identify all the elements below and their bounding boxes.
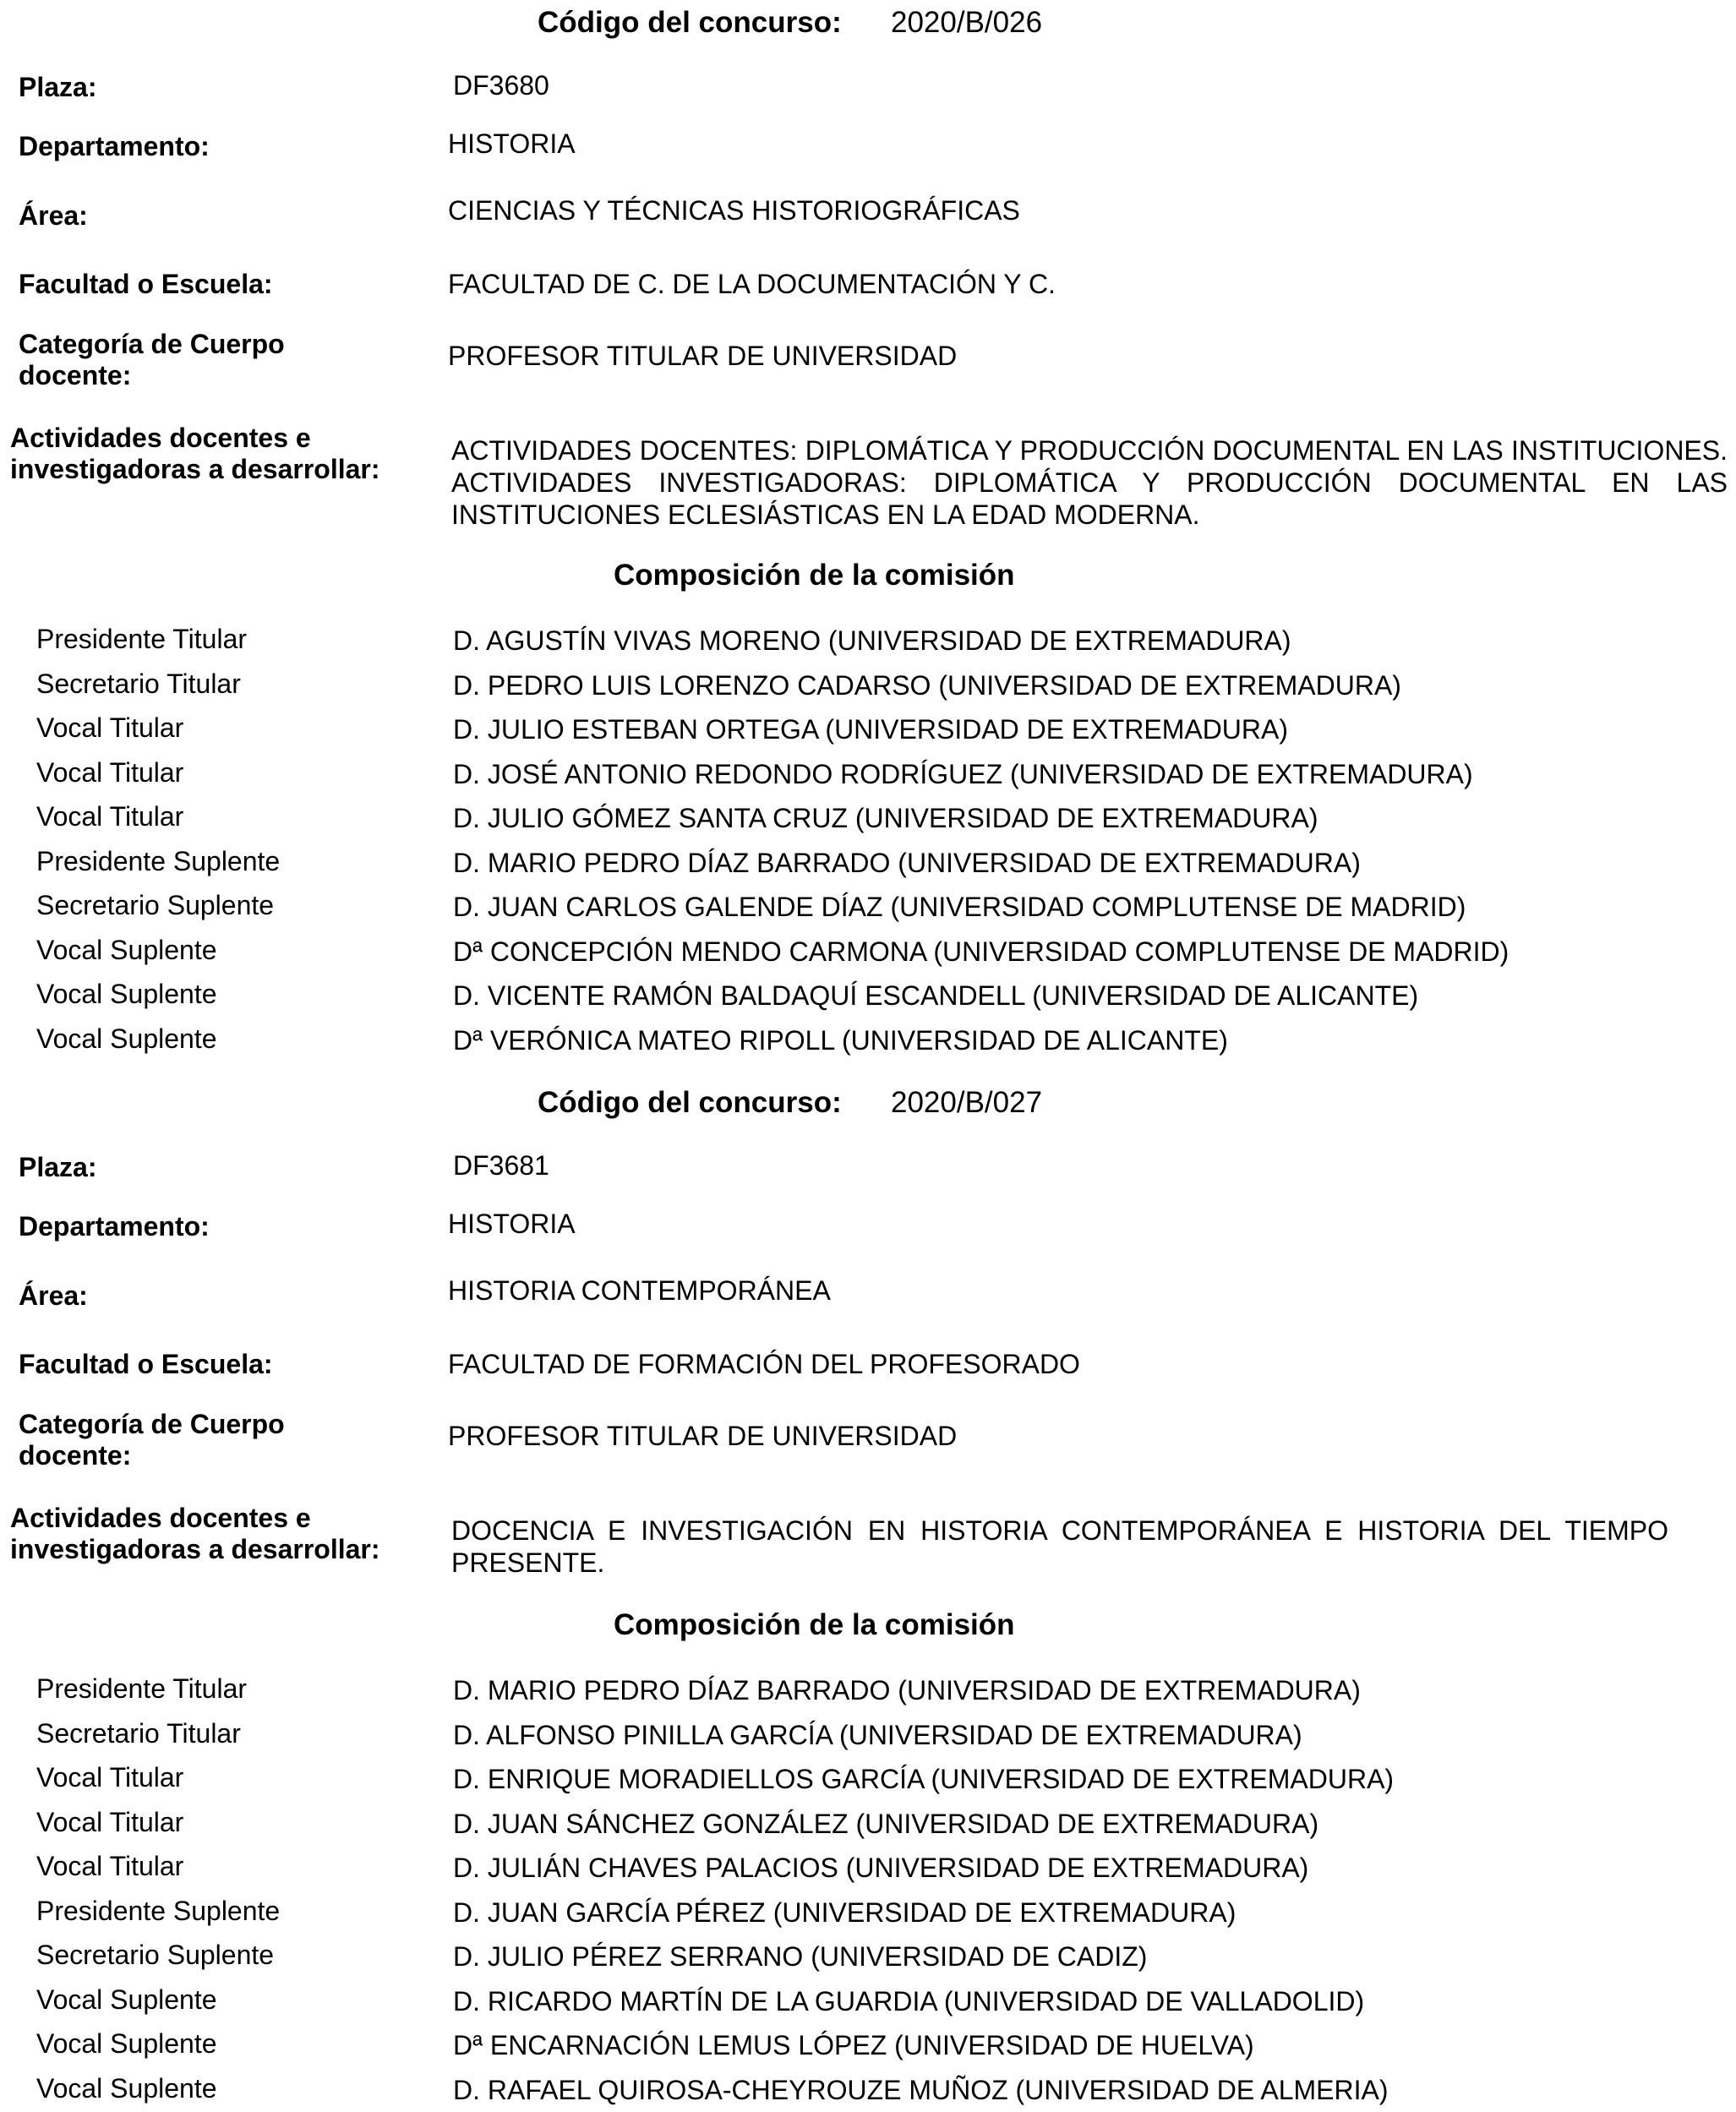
member-row — [0, 2022, 1736, 2066]
plaza-label: Plaza: — [19, 72, 97, 102]
member-name: D. JULIÁN CHAVES PALACIOS (UNIVERSIDAD DE EXTREMADURA) — [453, 1853, 1309, 1883]
facultad-label: Facultad o Escuela: — [19, 269, 273, 299]
categoria-value: PROFESOR TITULAR DE UNIVERSIDAD — [448, 1421, 958, 1451]
member-name: D. PEDRO LUIS LORENZO CADARSO (UNIVERSIDAD DE EXTREMADURA) — [453, 669, 1401, 701]
member-name: D. JULIO ESTEBAN ORTEGA (UNIVERSIDAD DE EXTREMADURA) — [453, 714, 1289, 745]
member-row — [0, 1711, 1736, 1755]
member-role: Vocal Titular — [36, 1851, 184, 1881]
actividades-value: DOCENCIA E INVESTIGACIÓN EN HISTORIA CONTEMPORÁNEA E HISTORIA DEL TIEMPO PRESENTE. — [451, 1515, 1668, 1578]
member-name: D. JOSÉ ANTONIO REDONDO RODRÍGUEZ (UNIVERSIDAD DE EXTREMADURA) — [453, 758, 1473, 789]
member-row — [0, 1933, 1736, 1977]
member-role: Vocal Suplente — [36, 1984, 217, 2015]
member-row — [0, 1017, 1736, 1061]
actividades-label-line2: investigadoras a desarrollar: — [10, 1534, 380, 1564]
member-role: Vocal Titular — [36, 712, 184, 743]
member-name: D. ALFONSO PINILLA GARCÍA (UNIVERSIDAD DE EXTREMADURA) — [453, 1719, 1302, 1750]
member-row — [0, 972, 1736, 1016]
concurso-code-value: 2020/B/027 — [891, 1086, 1043, 1119]
member-name: D. JUAN SÁNCHEZ GONZÁLEZ (UNIVERSIDAD DE EXTREMADURA) — [453, 1808, 1319, 1839]
departamento-value: HISTORIA — [448, 128, 576, 159]
member-name: D. JULIO GÓMEZ SANTA CRUZ (UNIVERSIDAD DE EXTREMADURA) — [453, 803, 1318, 833]
categoria-label-line1: Categoría de Cuerpo — [19, 329, 285, 359]
categoria-value: PROFESOR TITULAR DE UNIVERSIDAD — [448, 341, 958, 371]
area-value: CIENCIAS Y TÉCNICAS HISTORIOGRÁFICAS — [448, 195, 1020, 226]
facultad-value: FACULTAD DE FORMACIÓN DEL PROFESORADO — [448, 1349, 1080, 1379]
member-role: Vocal Titular — [36, 1762, 184, 1793]
member-role: Vocal Suplente — [36, 979, 217, 1009]
member-row — [0, 1844, 1736, 1888]
member-row — [0, 883, 1736, 927]
member-role: Presidente Suplente — [36, 1895, 281, 1926]
member-name: Dª CONCEPCIÓN MENDO CARMONA (UNIVERSIDAD COMPLUTENSE DE MADRID) — [453, 936, 1509, 967]
member-name: D. RAFAEL QUIROSA-CHEYROUZE MUÑOZ (UNIVERSIDAD DE ALMERIA) — [453, 2074, 1389, 2105]
departamento-label: Departamento: — [19, 1211, 210, 1242]
member-role: Vocal Suplente — [36, 1023, 217, 1054]
actividades-label-line1: Actividades docentes e — [10, 423, 311, 453]
plaza-value: DF3680 — [453, 70, 549, 101]
member-role: Presidente Titular — [36, 1673, 248, 1704]
departamento-label: Departamento: — [19, 131, 210, 161]
member-row — [0, 1800, 1736, 1844]
area-label: Área: — [19, 200, 88, 231]
member-row — [0, 928, 1736, 972]
member-row — [0, 706, 1736, 750]
member-name: D. MARIO PEDRO DÍAZ BARRADO (UNIVERSIDAD DE EXTREMADURA) — [453, 847, 1361, 878]
member-name: D. AGUSTÍN VIVAS MORENO (UNIVERSIDAD DE EXTREMADURA) — [453, 625, 1291, 656]
member-row — [0, 1755, 1736, 1799]
plaza-value: DF3681 — [453, 1150, 549, 1181]
comision-title: Composición de la comisión — [614, 1608, 1015, 1641]
plaza-label: Plaza: — [19, 1152, 97, 1182]
area-value: HISTORIA CONTEMPORÁNEA — [448, 1275, 831, 1306]
categoria-label-line2: docente: — [19, 1440, 132, 1471]
member-role: Vocal Suplente — [36, 934, 217, 965]
member-role: Vocal Suplente — [36, 2028, 217, 2059]
facultad-value: FACULTAD DE C. DE LA DOCUMENTACIÓN Y C. — [448, 269, 1056, 299]
categoria-label-line2: docente: — [19, 360, 132, 390]
departamento-value: HISTORIA — [448, 1209, 576, 1239]
member-role: Vocal Titular — [36, 801, 184, 832]
member-role: Presidente Suplente — [36, 845, 281, 876]
categoria-label-line1: Categoría de Cuerpo — [19, 1409, 285, 1439]
member-row — [0, 794, 1736, 838]
member-name: D. ENRIQUE MORADIELLOS GARCÍA (UNIVERSIDAD DE EXTREMADURA) — [453, 1764, 1395, 1794]
member-name: D. VICENTE RAMÓN BALDAQUÍ ESCANDELL (UNIVERSIDAD DE ALICANTE) — [453, 980, 1419, 1011]
comision-title: Composición de la comisión — [614, 559, 1015, 592]
member-name: D. MARIO PEDRO DÍAZ BARRADO (UNIVERSIDAD DE EXTREMADURA) — [453, 1675, 1361, 1705]
member-row — [0, 839, 1736, 883]
member-row — [0, 1889, 1736, 1933]
concurso-code-value: 2020/B/026 — [891, 6, 1043, 39]
member-row — [0, 617, 1736, 661]
actividades-value: ACTIVIDADES DOCENTES: DIPLOMÁTICA Y PRODUCCIÓN DOCUMENTAL EN LAS INSTITUCIONES. ACTIVIDADES INVESTIGADORAS: DIPLOMÁTICA Y PRODUCCIÓN DOCUMENTAL EN LAS INSTITUCIONES ECLESIÁSTICAS EN LA EDAD MODERNA. — [451, 435, 1728, 530]
member-role: Secretario Titular — [36, 1717, 241, 1749]
member-name: D. RICARDO MARTÍN DE LA GUARDIA (UNIVERSIDAD DE VALLADOLID) — [453, 1985, 1365, 2016]
member-role: Vocal Suplente — [36, 2072, 217, 2104]
member-role: Vocal Titular — [36, 1806, 184, 1837]
member-row — [0, 750, 1736, 794]
member-row — [0, 1978, 1736, 2022]
concurso-code-label: Código del concurso: — [538, 1086, 842, 1119]
facultad-label: Facultad o Escuela: — [19, 1349, 273, 1379]
member-name: Dª VERÓNICA MATEO RIPOLL (UNIVERSIDAD DE ALICANTE) — [453, 1024, 1228, 1056]
area-label: Área: — [19, 1280, 88, 1311]
member-role: Secretario Suplente — [36, 1940, 275, 1970]
member-role: Presidente Titular — [36, 624, 248, 654]
member-row — [0, 1667, 1736, 1711]
actividades-label-line1: Actividades docentes e — [10, 1503, 311, 1533]
actividades-label-line2: investigadoras a desarrollar: — [10, 454, 380, 484]
member-role: Secretario Titular — [36, 668, 241, 699]
member-row — [0, 2066, 1736, 2110]
member-role: Vocal Titular — [36, 756, 184, 788]
member-role: Secretario Suplente — [36, 890, 275, 920]
member-name: D. JUAN GARCÍA PÉREZ (UNIVERSIDAD DE EXTREMADURA) — [453, 1896, 1236, 1928]
member-name: D. JUAN CARLOS GALENDE DÍAZ (UNIVERSIDAD COMPLUTENSE DE MADRID) — [453, 892, 1466, 922]
member-name: D. JULIO PÉREZ SERRANO (UNIVERSIDAD DE CADIZ) — [453, 1941, 1148, 1972]
concurso-code-label: Código del concurso: — [538, 6, 842, 39]
member-name: Dª ENCARNACIÓN LEMUS LÓPEZ (UNIVERSIDAD DE HUELVA) — [453, 2030, 1254, 2060]
member-row — [0, 662, 1736, 706]
